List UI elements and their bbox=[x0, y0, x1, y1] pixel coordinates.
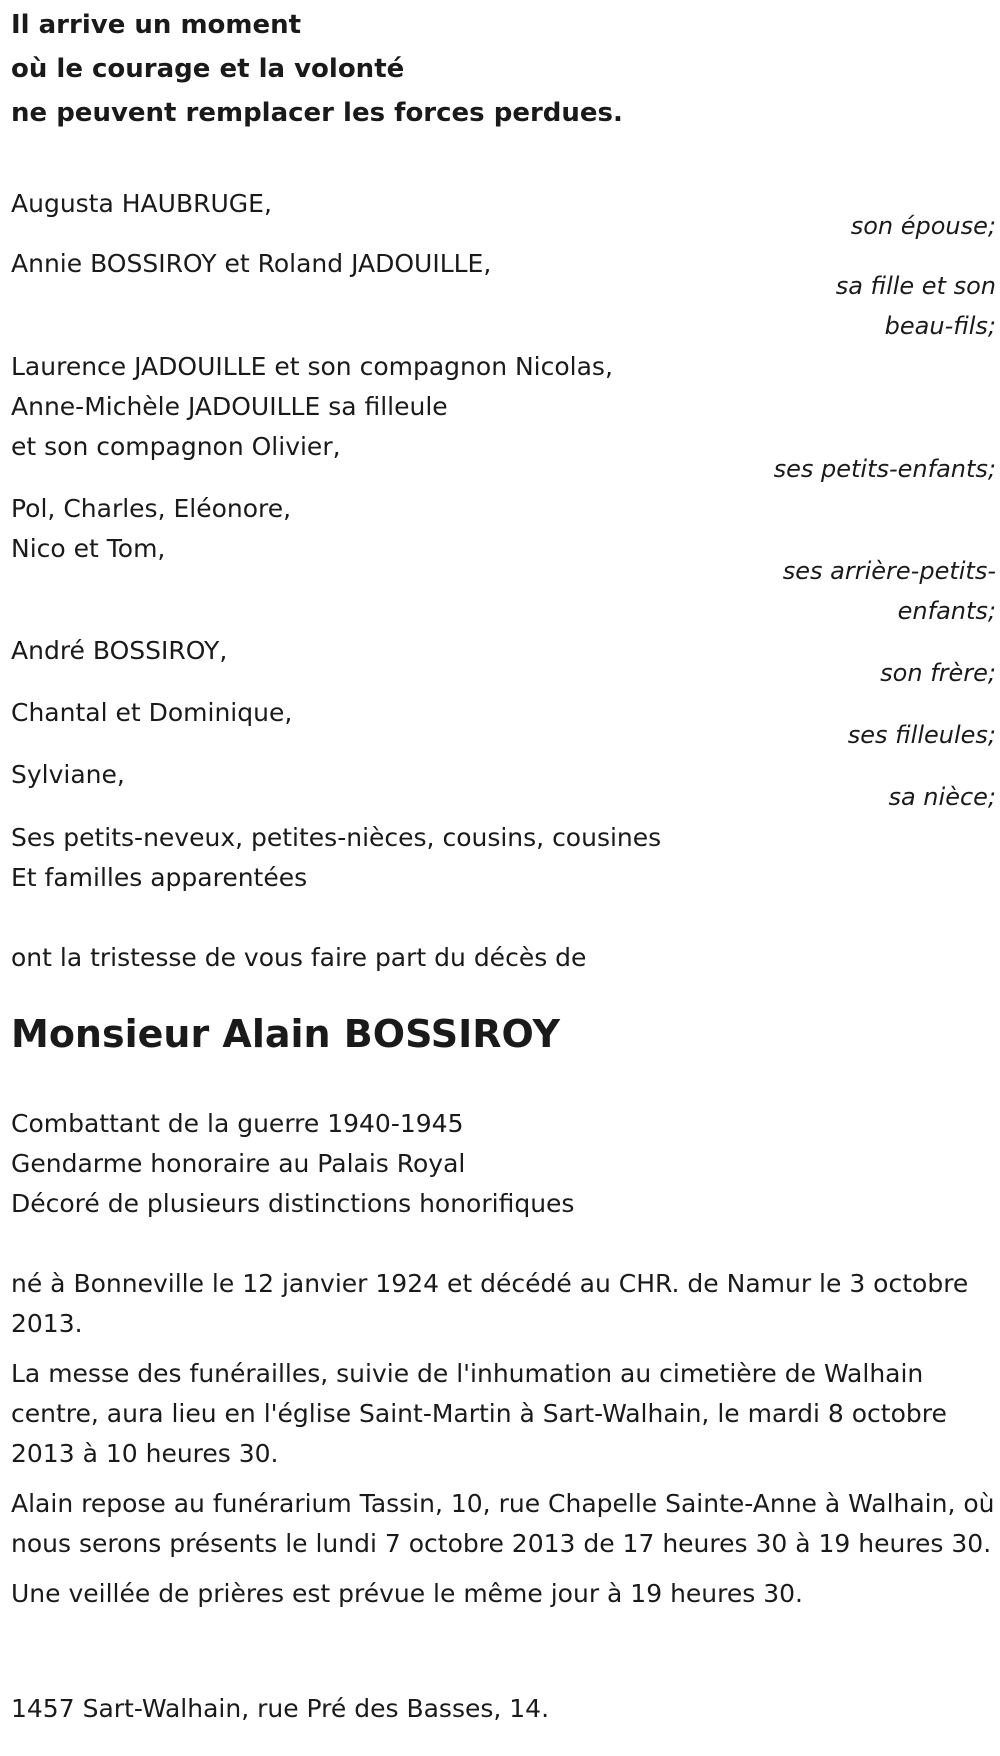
family-relation: ses filleules; bbox=[847, 721, 996, 749]
funeral-paragraph: La messe des funérailles, suivie de l'inhumation au cimetière de Walhain centre, aura lieu en l'église Saint-Martin à Sart-Walhain, le mardi 8 octobre 2013 à 10 heures 30. bbox=[11, 1359, 947, 1468]
birth-death-paragraph: né à Bonneville le 12 janvier 1924 et décédé au CHR. de Namur le 3 octobre 2013. bbox=[11, 1269, 969, 1338]
deceased-name: Monsieur Alain BOSSIROY bbox=[11, 1012, 560, 1056]
family-entry bbox=[11, 244, 996, 340]
announcement: ont la tristesse de vous faire part du décès de bbox=[11, 943, 587, 972]
family-names: Sylviane, bbox=[11, 760, 125, 789]
family-relation: son épouse; bbox=[850, 212, 996, 240]
family-relation: sa nièce; bbox=[888, 783, 996, 811]
family-relation: sa fille et son beau-fils; bbox=[835, 272, 996, 340]
viewing-paragraph: Alain repose au funérarium Tassin, 10, rue Chapelle Sainte-Anne à Walhain, où nous serons présents le lundi 7 octobre 2013 de 17 heures 30 à 19 heures 30. bbox=[11, 1489, 995, 1558]
family-entry bbox=[11, 184, 996, 240]
honor-line: Combattant de la guerre 1940-1945 bbox=[11, 1109, 464, 1138]
honor-line: Gendarme honoraire au Palais Royal bbox=[11, 1149, 466, 1178]
family-names: Et familles apparentées bbox=[11, 863, 308, 892]
family-names: Annie BOSSIROY et Roland JADOUILLE, bbox=[11, 249, 492, 278]
family-entry bbox=[11, 755, 996, 811]
poem-line: ne peuvent remplacer les forces perdues. bbox=[11, 98, 623, 128]
family-relation: ses arrière-petits-enfants; bbox=[782, 557, 996, 625]
prayer-paragraph: Une veillée de prières est prévue le même jour à 19 heures 30. bbox=[11, 1579, 803, 1608]
honor-line: Décoré de plusieurs distinctions honorifiques bbox=[11, 1189, 575, 1218]
address: 1457 Sart-Walhain, rue Pré des Basses, 14. bbox=[11, 1694, 550, 1723]
family-names: André BOSSIROY, bbox=[11, 636, 228, 665]
family-entry bbox=[11, 818, 996, 898]
family-names: Ses petits-neveux, petites-nièces, cousins, cousines bbox=[11, 823, 662, 852]
family-names: et son compagnon Olivier, bbox=[11, 432, 341, 461]
family-entry bbox=[11, 631, 996, 687]
poem-line: Il arrive un moment bbox=[11, 10, 302, 40]
family-entry bbox=[11, 347, 996, 483]
details bbox=[11, 1264, 996, 1614]
poem-line: où le courage et la volonté bbox=[11, 54, 405, 84]
family-names: Nico et Tom, bbox=[11, 534, 166, 563]
family-relation: son frère; bbox=[880, 659, 996, 687]
family-names: Anne-Michèle JADOUILLE sa filleule bbox=[11, 392, 448, 421]
family-relation: ses petits-enfants; bbox=[773, 455, 996, 483]
family-names: Pol, Charles, Eléonore, bbox=[11, 494, 292, 523]
family-names: Laurence JADOUILLE et son compagnon Nicolas, bbox=[11, 352, 613, 381]
family-entry bbox=[11, 693, 996, 749]
honors bbox=[11, 1104, 574, 1224]
family-names: Chantal et Dominique, bbox=[11, 698, 293, 727]
family-names: Augusta HAUBRUGE, bbox=[11, 189, 272, 218]
poem bbox=[11, 0, 623, 138]
family-entry bbox=[11, 489, 996, 625]
